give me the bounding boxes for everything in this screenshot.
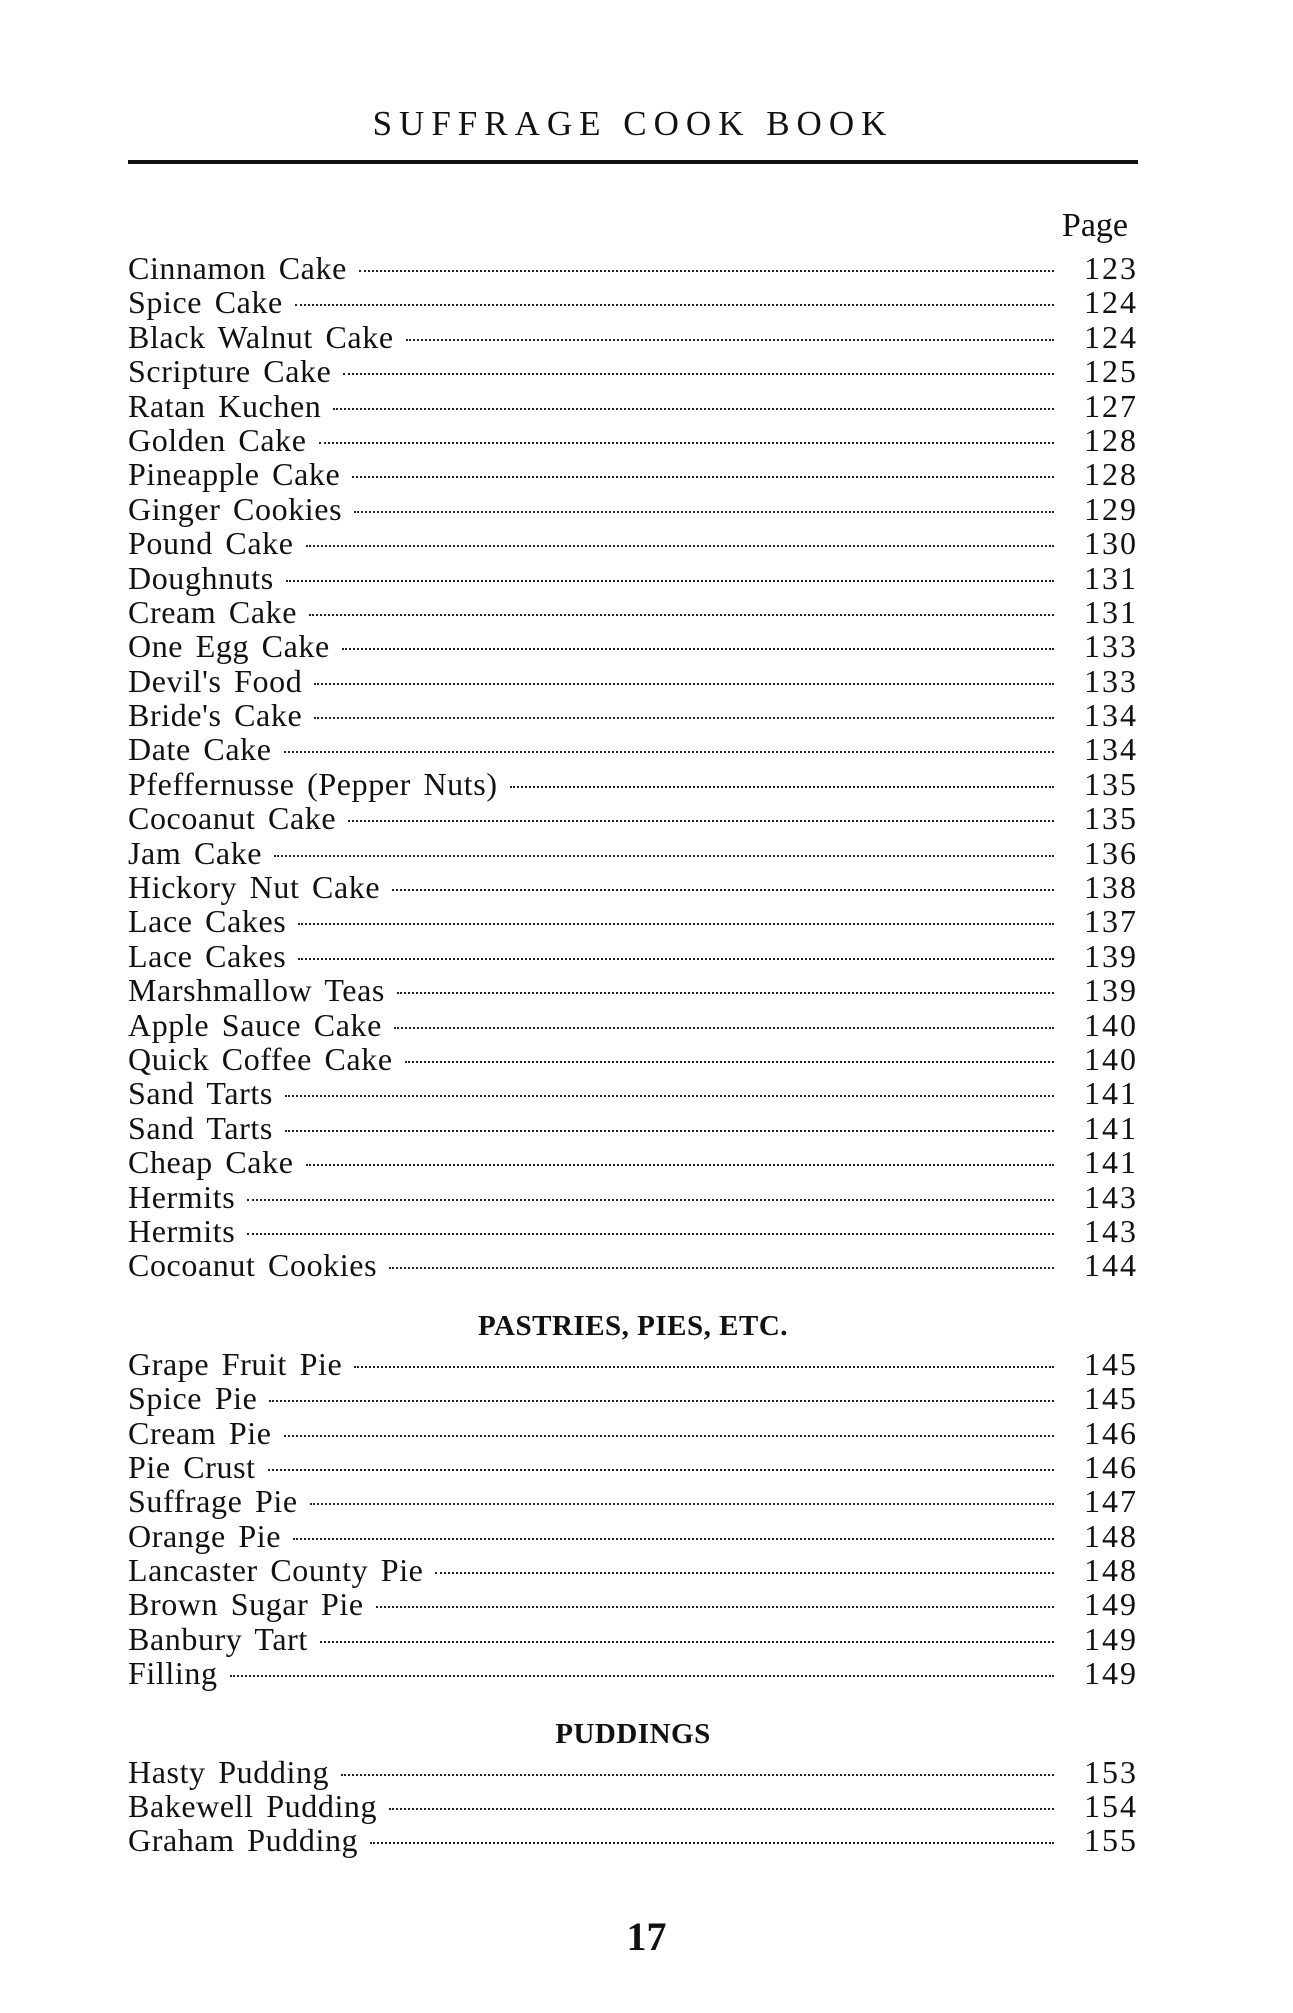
entry-title: Filling	[128, 1655, 218, 1692]
dot-leader	[342, 648, 1054, 650]
entry-page-number: 146	[1084, 1414, 1138, 1451]
toc-entry	[128, 698, 1138, 732]
entry-page-number: 127	[1084, 387, 1138, 424]
toc-entry	[128, 1656, 1138, 1690]
entry-page-number: 144	[1084, 1247, 1138, 1284]
dot-leader	[370, 1842, 1054, 1844]
entry-title: Ginger Cookies	[128, 490, 343, 527]
dot-leader	[310, 1503, 1054, 1505]
dot-leader	[286, 580, 1054, 582]
header-rule	[128, 160, 1138, 164]
entry-title: Marshmallow Teas	[128, 972, 385, 1009]
dot-leader	[285, 1095, 1054, 1097]
dot-leader	[392, 889, 1054, 891]
toc-entry	[128, 251, 1138, 285]
dot-leader	[314, 717, 1054, 719]
toc-entry	[128, 767, 1138, 801]
toc-entry	[128, 801, 1138, 835]
toc-entry	[128, 1381, 1138, 1415]
entry-page-number: 146	[1084, 1448, 1138, 1485]
entry-page-number: 141	[1084, 1144, 1138, 1181]
dot-leader	[319, 442, 1054, 444]
dot-leader	[295, 304, 1054, 306]
page-number: 17	[626, 1914, 667, 1959]
entry-page-number: 124	[1084, 284, 1138, 321]
entry-page-number: 131	[1084, 593, 1138, 630]
entry-page-number: 130	[1084, 525, 1138, 562]
entry-page-number: 137	[1084, 903, 1138, 940]
toc-entry	[128, 870, 1138, 904]
entry-title: Jam Cake	[128, 834, 263, 871]
entry-title: Cinnamon Cake	[128, 250, 347, 286]
toc-entry	[128, 1416, 1138, 1450]
entry-page-number: 131	[1084, 559, 1138, 596]
toc-entry	[128, 1450, 1138, 1484]
entry-title: Cream Pie	[128, 1414, 272, 1451]
dot-leader	[298, 923, 1054, 925]
entry-page-number: 123	[1084, 250, 1138, 286]
entry-page-number: 128	[1084, 456, 1138, 493]
dot-leader	[394, 1027, 1054, 1029]
entry-page-number: 145	[1084, 1380, 1138, 1417]
dot-leader	[389, 1808, 1054, 1810]
entry-title: Grape Fruit Pie	[128, 1345, 343, 1382]
entry-page-number: 154	[1084, 1788, 1138, 1825]
page-column-label: Page	[1061, 207, 1128, 244]
entry-page-number: 124	[1084, 318, 1138, 355]
toc-entry	[128, 1347, 1138, 1381]
entry-title: Brown Sugar Pie	[128, 1586, 364, 1623]
dot-leader	[309, 614, 1054, 616]
toc-entry	[128, 561, 1138, 595]
dot-leader	[320, 1641, 1054, 1643]
toc-entry	[128, 1622, 1138, 1656]
entry-title: Pineapple Cake	[128, 456, 341, 493]
toc-entry	[128, 526, 1138, 560]
dot-leader	[406, 339, 1054, 341]
toc-entry	[128, 1076, 1138, 1110]
toc-entry	[128, 423, 1138, 457]
entry-title: Bakewell Pudding	[128, 1788, 378, 1825]
dot-leader	[274, 855, 1054, 857]
entry-page-number: 140	[1084, 1040, 1138, 1077]
dot-leader	[510, 786, 1054, 788]
entry-title: Quick Coffee Cake	[128, 1040, 393, 1077]
toc-entry	[128, 1111, 1138, 1145]
toc-entry	[128, 1042, 1138, 1076]
toc-entry	[128, 973, 1138, 1007]
dot-leader	[354, 1366, 1054, 1368]
toc-entry	[128, 629, 1138, 663]
toc-entry	[128, 664, 1138, 698]
toc-entry	[128, 1587, 1138, 1621]
entry-title: Hickory Nut Cake	[128, 869, 381, 906]
dot-leader	[333, 408, 1054, 410]
entry-page-number: 129	[1084, 490, 1138, 527]
dot-leader	[376, 1606, 1054, 1608]
section-heading: PASTRIES, PIES, ETC.	[477, 1309, 789, 1342]
entry-title: Pfeffernusse (Pepper Nuts)	[128, 765, 498, 802]
entry-title: Lace Cakes	[128, 937, 287, 974]
entry-title: Date Cake	[128, 731, 272, 768]
entry-page-number: 140	[1084, 1006, 1138, 1043]
entry-page-number: 147	[1084, 1483, 1138, 1520]
toc-entry	[128, 1755, 1138, 1789]
toc-entry	[128, 595, 1138, 629]
entry-title: Black Walnut Cake	[128, 318, 394, 355]
entry-title: Pie Crust	[128, 1448, 256, 1485]
section-heading: PUDDINGS	[555, 1717, 711, 1750]
toc-entry	[128, 1145, 1138, 1179]
entry-page-number: 133	[1084, 628, 1138, 665]
entry-title: Hermits	[128, 1212, 236, 1249]
dot-leader	[247, 1199, 1054, 1201]
dot-leader	[314, 683, 1054, 685]
entry-title: Banbury Tart	[128, 1620, 308, 1657]
entry-title: Sand Tarts	[128, 1075, 273, 1112]
dot-leader	[435, 1572, 1054, 1574]
entry-title: Orange Pie	[128, 1517, 282, 1554]
entry-page-number: 149	[1084, 1620, 1138, 1657]
dot-leader	[343, 373, 1054, 375]
toc-entry	[128, 836, 1138, 870]
entry-page-number: 139	[1084, 937, 1138, 974]
toc-entry	[128, 1214, 1138, 1248]
entry-title: One Egg Cake	[128, 628, 330, 665]
entry-page-number: 141	[1084, 1109, 1138, 1146]
entry-title: Sand Tarts	[128, 1109, 273, 1146]
dot-leader	[397, 992, 1054, 994]
entry-page-number: 155	[1084, 1822, 1138, 1859]
entry-page-number: 135	[1084, 765, 1138, 802]
dot-leader	[269, 1400, 1054, 1402]
toc-entry	[128, 904, 1138, 938]
toc-entry	[128, 1553, 1138, 1587]
entry-title: Scripture Cake	[128, 353, 332, 390]
entry-page-number: 139	[1084, 972, 1138, 1009]
toc-entry	[128, 939, 1138, 973]
toc-entry	[128, 1789, 1138, 1823]
entry-title: Cream Cake	[128, 593, 298, 630]
toc-entry	[128, 1519, 1138, 1553]
entry-title: Doughnuts	[128, 559, 274, 596]
toc-entry	[128, 354, 1138, 388]
entry-page-number: 138	[1084, 869, 1138, 906]
toc-entry	[128, 1008, 1138, 1042]
entry-title: Lancaster County Pie	[128, 1552, 424, 1589]
dot-leader	[306, 545, 1054, 547]
dot-leader	[268, 1469, 1054, 1471]
toc-entry	[128, 1180, 1138, 1214]
entry-page-number: 128	[1084, 421, 1138, 458]
entry-title: Pound Cake	[128, 525, 294, 562]
dot-leader	[284, 1435, 1054, 1437]
entry-title: Apple Sauce Cake	[128, 1006, 382, 1043]
entry-page-number: 136	[1084, 834, 1138, 871]
dot-leader	[352, 476, 1054, 478]
entry-page-number: 153	[1084, 1753, 1138, 1790]
entry-title: Bride's Cake	[128, 697, 303, 734]
entry-page-number: 148	[1084, 1552, 1138, 1589]
dot-leader	[348, 820, 1054, 822]
entry-page-number: 125	[1084, 353, 1138, 390]
toc-entry	[128, 1248, 1138, 1282]
entry-title: Cocoanut Cake	[128, 800, 337, 837]
dot-leader	[230, 1675, 1054, 1677]
entry-title: Hasty Pudding	[128, 1753, 330, 1790]
entry-title: Cocoanut Cookies	[128, 1247, 378, 1284]
dot-leader	[247, 1233, 1054, 1235]
entry-title: Spice Cake	[128, 284, 283, 321]
toc-entry	[128, 732, 1138, 766]
dot-leader	[389, 1267, 1054, 1269]
entry-page-number: 149	[1084, 1586, 1138, 1623]
dot-leader	[293, 1538, 1054, 1540]
dot-leader	[306, 1164, 1055, 1166]
entry-title: Spice Pie	[128, 1380, 258, 1417]
entry-page-number: 134	[1084, 731, 1138, 768]
entry-page-number: 133	[1084, 662, 1138, 699]
entry-title: Hermits	[128, 1178, 236, 1215]
toc-entry	[128, 1823, 1138, 1857]
entry-page-number: 141	[1084, 1075, 1138, 1112]
toc-entry	[128, 492, 1138, 526]
dot-leader	[359, 270, 1054, 272]
entry-title: Ratan Kuchen	[128, 387, 322, 424]
entry-page-number: 134	[1084, 697, 1138, 734]
entry-page-number: 143	[1084, 1178, 1138, 1215]
dot-leader	[298, 958, 1054, 960]
entry-title: Lace Cakes	[128, 903, 287, 940]
dot-leader	[405, 1061, 1054, 1063]
toc-entry	[128, 389, 1138, 423]
entry-page-number: 149	[1084, 1655, 1138, 1692]
entry-page-number: 135	[1084, 800, 1138, 837]
entry-title: Cheap Cake	[128, 1144, 294, 1181]
dot-leader	[341, 1774, 1054, 1776]
dot-leader	[285, 1130, 1054, 1132]
entry-page-number: 148	[1084, 1517, 1138, 1554]
entry-title: Suffrage Pie	[128, 1483, 298, 1520]
dot-leader	[354, 511, 1054, 513]
table-of-contents	[128, 251, 1138, 1858]
toc-entry	[128, 320, 1138, 354]
dot-leader	[284, 751, 1054, 753]
running-title: SUFFRAGE COOK BOOK	[372, 104, 894, 143]
toc-entry	[128, 285, 1138, 319]
entry-title: Devil's Food	[128, 662, 303, 699]
entry-title: Golden Cake	[128, 421, 307, 458]
toc-entry	[128, 457, 1138, 491]
entry-page-number: 145	[1084, 1345, 1138, 1382]
toc-entry	[128, 1484, 1138, 1518]
entry-title: Graham Pudding	[128, 1822, 359, 1859]
entry-page-number: 143	[1084, 1212, 1138, 1249]
